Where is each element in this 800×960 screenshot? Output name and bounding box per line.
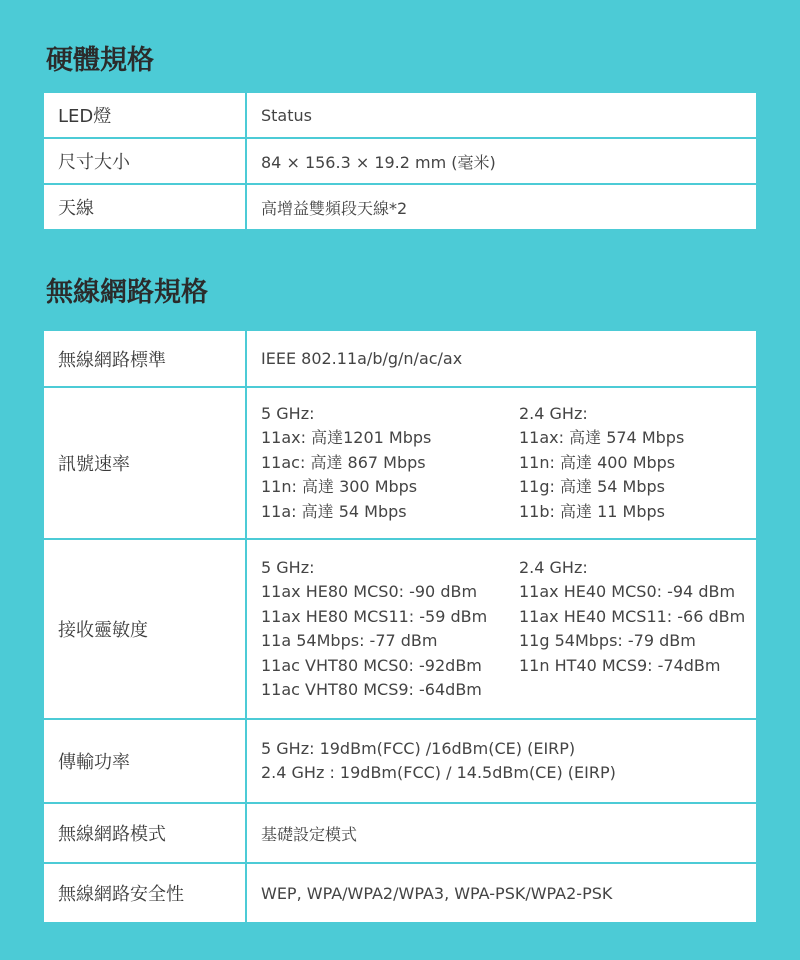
table-row [43,719,757,803]
table-row [43,387,757,539]
spec-line: 11n: 高達 300 Mbps [261,477,418,497]
spec-line: 2.4 GHz : 19dBm(FCC) / 14.5dBm(CE) (EIRP) [261,763,616,782]
row-value: WEP, WPA/WPA2/WPA3, WPA-PSK/WPA2-PSK [246,863,757,923]
spec-line: 11a: 高達 54 Mbps [261,501,407,521]
row-label: 無線網路標準 [43,330,246,387]
spec-line: 11ax HE40 MCS0: -94 dBm [519,582,736,601]
spec-line: 11ax: 高達1201 Mbps [261,428,432,448]
row-label: 傳輸功率 [43,719,246,803]
spec-line: 11ac: 高達 867 Mbps [261,452,426,472]
row-label: 訊號速率 [43,387,246,539]
speed-5ghz-column [261,402,519,525]
row-value: IEEE 802.11a/b/g/n/ac/ax [246,330,757,387]
table-row [43,184,757,230]
hardware-spec-table [42,91,758,231]
table-row [43,539,757,719]
row-value: 基礎設定模式 [246,803,757,863]
row-label: 天線 [43,184,246,230]
row-value: 84 × 156.3 × 19.2 mm (毫米) [246,138,757,184]
row-label: 無線網路安全性 [43,863,246,923]
spec-line: 5 GHz: [261,557,315,577]
spec-line: 11ax: 高達 574 Mbps [519,428,685,448]
spec-line: 11n: 高達 400 Mbps [519,452,676,472]
spec-line: 11b: 高達 11 Mbps [519,501,665,521]
hardware-spec-title: 硬體規格 [46,45,154,76]
speed-24ghz-column [519,402,755,525]
spec-line: 5 GHz: [261,403,315,423]
spec-line: 11ac VHT80 MCS9: -64dBm [261,680,482,699]
row-label: LED燈 [43,92,246,138]
spec-line: 2.4 GHz: [519,403,588,423]
table-row [43,92,757,138]
spec-line: 11g 54Mbps: -79 dBm [519,631,696,650]
row-value: Status [246,92,757,138]
wireless-spec-table [42,329,758,924]
wireless-spec-title: 無線網路規格 [46,277,208,308]
row-label: 無線網路模式 [43,803,246,863]
table-row [43,803,757,863]
sensitivity-24ghz-column [519,556,755,703]
spec-line: 11ax HE80 MCS0: -90 dBm [261,582,478,601]
row-label: 尺寸大小 [43,138,246,184]
table-row [43,138,757,184]
spec-line: 11n HT40 MCS9: -74dBm [519,655,721,675]
row-label: 接收靈敏度 [43,539,246,719]
spec-line: 11g: 高達 54 Mbps [519,477,665,497]
table-row [43,863,757,923]
row-value: 高增益雙頻段天線*2 [246,184,757,230]
spec-line: 2.4 GHz: [519,557,588,577]
spec-line: 11ax HE80 MCS11: -59 dBm [261,606,488,626]
spec-line: 11ac VHT80 MCS0: -92dBm [261,655,482,675]
spec-line: 5 GHz: 19dBm(FCC) /16dBm(CE) (EIRP) [261,738,576,758]
sensitivity-5ghz-column [261,556,519,703]
spec-line: 11a 54Mbps: -77 dBm [261,631,438,650]
table-row [43,330,757,387]
spec-line: 11ax HE40 MCS11: -66 dBm [519,606,746,626]
